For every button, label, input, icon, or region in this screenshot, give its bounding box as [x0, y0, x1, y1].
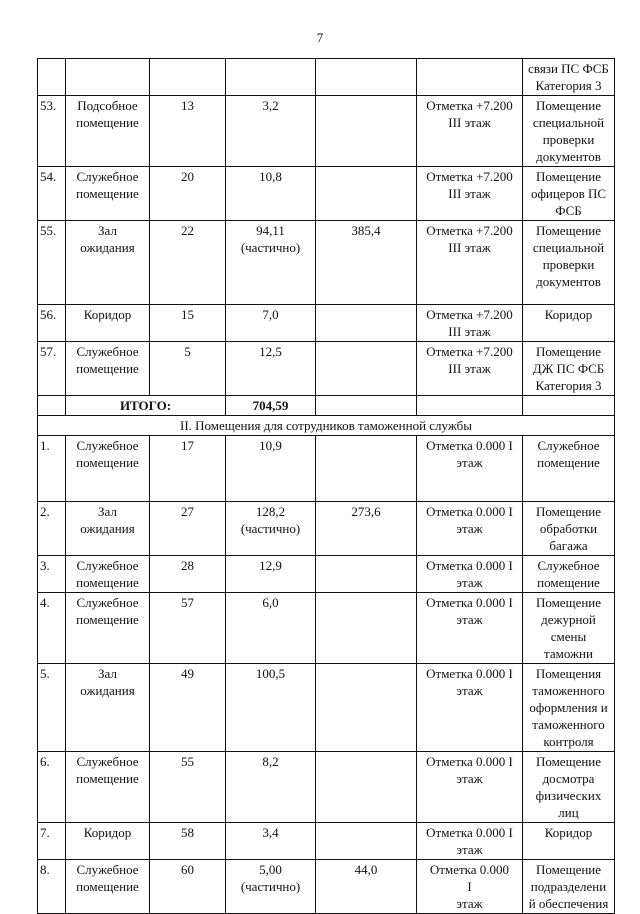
level-mark: Отметка 0.000 I этаж [417, 502, 523, 556]
level-mark: Отметка 0.000 I этаж [417, 752, 523, 823]
total-area: 385,4 [316, 221, 417, 305]
row-number: 55. [38, 221, 66, 305]
room-area: 100,5 [226, 664, 316, 752]
table-row [38, 342, 615, 396]
total-area [316, 436, 417, 502]
row-number: 57. [38, 342, 66, 396]
room-number: 15 [150, 305, 226, 342]
level-mark: Отметка 0.000 I этаж [417, 556, 523, 593]
row-number: 7. [38, 823, 66, 860]
purpose-cell: Помещение подразделени й обеспечения [523, 860, 615, 914]
row-number: 3. [38, 556, 66, 593]
room-name: Зал ожидания [66, 221, 150, 305]
row-number: 8. [38, 860, 66, 914]
room-area: 8,2 [226, 752, 316, 823]
room-area: 10,9 [226, 436, 316, 502]
room-number: 5 [150, 342, 226, 396]
premises-table [37, 58, 615, 914]
total-value: 704,59 [226, 396, 316, 416]
room-area: 3,2 [226, 96, 316, 167]
room-number: 60 [150, 860, 226, 914]
page-number: 7 [316, 30, 324, 45]
purpose-cell: Коридор [523, 305, 615, 342]
total-area [316, 342, 417, 396]
total-area [316, 593, 417, 664]
room-name: Коридор [66, 305, 150, 342]
cell-empty [417, 396, 523, 416]
cell-empty [66, 59, 150, 96]
purpose-cell: связи ПС ФСБ Категория 3 [523, 59, 615, 96]
cell-empty [226, 59, 316, 96]
total-area [316, 167, 417, 221]
room-name: Зал ожидания [66, 664, 150, 752]
total-area [316, 823, 417, 860]
room-area: 12,5 [226, 342, 316, 396]
table-row [38, 556, 615, 593]
table-row [38, 593, 615, 664]
room-number: 22 [150, 221, 226, 305]
room-area: 10,8 [226, 167, 316, 221]
purpose-cell: Служебное помещение [523, 556, 615, 593]
room-number: 55 [150, 752, 226, 823]
room-number: 49 [150, 664, 226, 752]
cell-empty [316, 396, 417, 416]
level-mark: Отметка +7.200 III этаж [417, 305, 523, 342]
section-row [38, 416, 615, 436]
purpose-cell: Помещение специальной проверки документов [523, 221, 615, 305]
level-mark: Отметка 0.000 I этаж [417, 436, 523, 502]
purpose-cell: Помещение дежурной смены таможни [523, 593, 615, 664]
table-row [38, 823, 615, 860]
room-name: Служебное помещение [66, 860, 150, 914]
purpose-cell: Помещение обработки багажа [523, 502, 615, 556]
room-area: 6,0 [226, 593, 316, 664]
row-number: 56. [38, 305, 66, 342]
purpose-cell: Помещение специальной проверки документов [523, 96, 615, 167]
room-name: Служебное помещение [66, 436, 150, 502]
table-row [38, 221, 615, 305]
room-area: 3,4 [226, 823, 316, 860]
cell-empty [38, 59, 66, 96]
level-mark: Отметка +7.200 III этаж [417, 221, 523, 305]
level-mark: Отметка 0.000 I этаж [417, 860, 523, 914]
room-name: Подсобное помещение [66, 96, 150, 167]
room-name: Зал ожидания [66, 502, 150, 556]
total-area [316, 556, 417, 593]
room-name: Служебное помещение [66, 167, 150, 221]
cell-empty [150, 59, 226, 96]
level-mark: Отметка +7.200 III этаж [417, 96, 523, 167]
cell-empty [38, 396, 66, 416]
level-mark: Отметка 0.000 I этаж [417, 593, 523, 664]
room-area: 128,2 (частично) [226, 502, 316, 556]
table-row [38, 664, 615, 752]
level-mark: Отметка 0.000 I этаж [417, 664, 523, 752]
room-area: 94,11 (частично) [226, 221, 316, 305]
room-area: 7,0 [226, 305, 316, 342]
table-row [38, 305, 615, 342]
total-row [38, 396, 615, 416]
table-row [38, 860, 615, 914]
section-title: II. Помещения для сотрудников таможенной службы [38, 416, 615, 436]
room-name: Служебное помещение [66, 556, 150, 593]
cell-empty [417, 59, 523, 96]
purpose-cell: Коридор [523, 823, 615, 860]
table-row [38, 167, 615, 221]
room-number: 58 [150, 823, 226, 860]
total-label: ИТОГО: [66, 396, 226, 416]
purpose-cell: Помещения таможенного оформления и таможенного контроля [523, 664, 615, 752]
row-number: 6. [38, 752, 66, 823]
row-number: 54. [38, 167, 66, 221]
row-number: 5. [38, 664, 66, 752]
total-area: 44,0 [316, 860, 417, 914]
total-area [316, 664, 417, 752]
total-area [316, 305, 417, 342]
room-number: 28 [150, 556, 226, 593]
room-name: Коридор [66, 823, 150, 860]
table-row [38, 59, 615, 96]
total-area: 273,6 [316, 502, 417, 556]
row-number: 53. [38, 96, 66, 167]
room-number: 57 [150, 593, 226, 664]
level-mark: Отметка +7.200 III этаж [417, 342, 523, 396]
room-area: 12,9 [226, 556, 316, 593]
row-number: 4. [38, 593, 66, 664]
room-name: Служебное помещение [66, 593, 150, 664]
room-name: Служебное помещение [66, 752, 150, 823]
row-number: 1. [38, 436, 66, 502]
room-number: 13 [150, 96, 226, 167]
room-number: 27 [150, 502, 226, 556]
table-row [38, 502, 615, 556]
table-body [38, 59, 615, 914]
purpose-cell: Помещение досмотра физических лиц [523, 752, 615, 823]
cell-empty [316, 59, 417, 96]
level-mark: Отметка 0.000 I этаж [417, 823, 523, 860]
table-row [38, 752, 615, 823]
total-area [316, 96, 417, 167]
purpose-cell: Помещение офицеров ПС ФСБ [523, 167, 615, 221]
room-name: Служебное помещение [66, 342, 150, 396]
table-row [38, 96, 615, 167]
room-number: 20 [150, 167, 226, 221]
cell-empty [523, 396, 615, 416]
total-area [316, 752, 417, 823]
table-row [38, 436, 615, 502]
purpose-cell: Помещение ДЖ ПС ФСБ Категория 3 [523, 342, 615, 396]
room-area: 5,00 (частично) [226, 860, 316, 914]
purpose-cell: Служебное помещение [523, 436, 615, 502]
level-mark: Отметка +7.200 III этаж [417, 167, 523, 221]
room-number: 17 [150, 436, 226, 502]
row-number: 2. [38, 502, 66, 556]
